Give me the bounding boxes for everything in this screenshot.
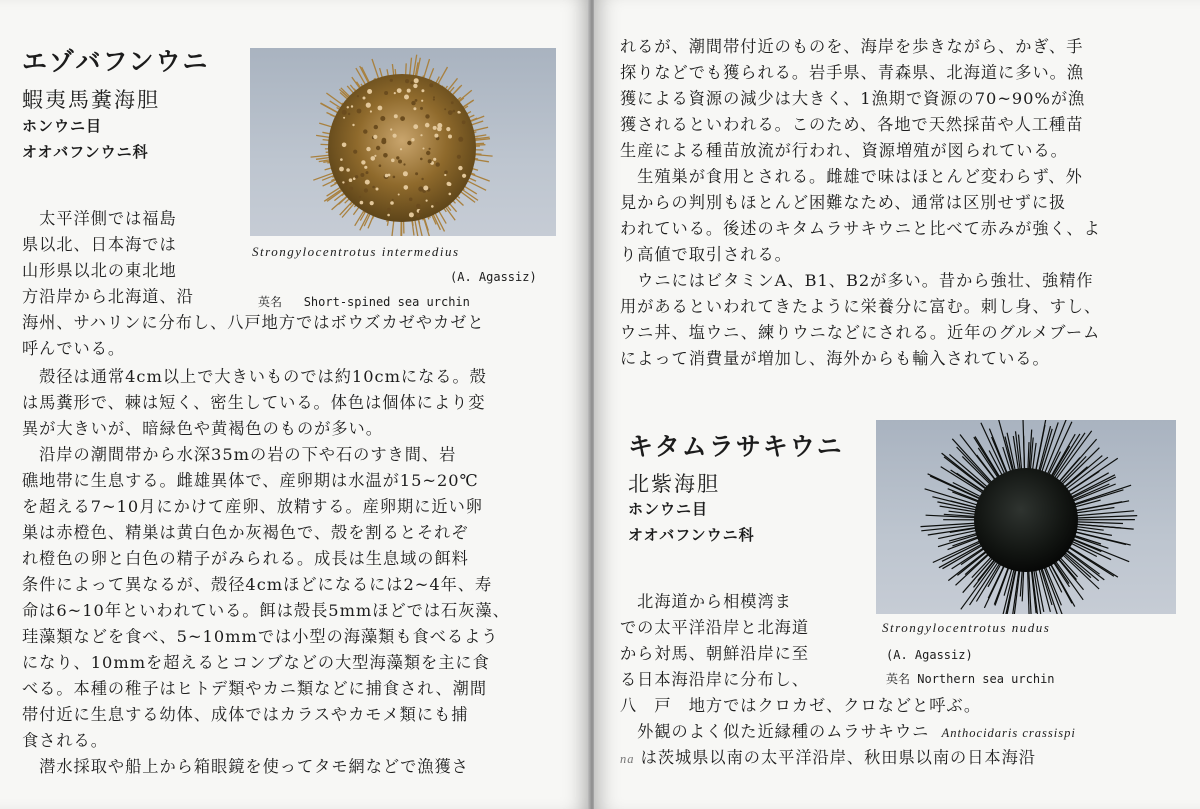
text-line: れるが、潮間帯付近のものを、海岸を歩きながら、かぎ、手 (620, 37, 1084, 56)
text-line: 帯付近に生息する幼体、成体ではカラスやカモメ類にも捕 (22, 705, 469, 724)
text-line: 珪藻類などを食べ、5~10mmでは小型の海藻類も食べるよう (22, 627, 499, 646)
text-line: 獲されるといわれる。このため、各地で天然採苗や人工種苗 (620, 115, 1084, 134)
english-name-row (258, 293, 470, 310)
english-label: 英名 (886, 672, 911, 686)
text-line: 異が大きいが、暗緑色や黄褐色のものが多い。 (22, 419, 383, 438)
family-label: オオバフンウニ科 (22, 143, 149, 161)
text-line: べる。本種の稚子はヒトデ類やカニ類などに捕食され、潮間 (22, 679, 488, 698)
text-line: ウニ丼、塩ウニ、練りウニなどにされる。近年のグルメブーム (620, 323, 1101, 342)
text-line: われている。後述のキタムラサキウニと比べて赤みが強く、よ (620, 219, 1101, 238)
text-line: 県以北、日本海では (22, 235, 177, 254)
text-line: は馬糞形で、棘は短く、密生している。体色は個体により変 (22, 393, 486, 412)
order-label: ホンウニ目 (22, 117, 103, 135)
sea-urchin-photo (250, 48, 556, 236)
inline-scientific-name-cont: na (620, 752, 635, 766)
sea-urchin-black-icon (876, 420, 1176, 614)
text-line: 命は6~10年といわれている。餌は殻長5mmほどでは石灰藻、 (22, 601, 510, 620)
text-line: 条件によって異なるが、殻径4cmほどになるには2~4年、寿 (22, 575, 493, 594)
text-line: 方沿岸から北海道、沿 (22, 287, 194, 306)
text-line: 食される。 (22, 731, 108, 750)
text-line: 用があるといわれてきたように栄養分に富む。刺し身、すし、 (620, 297, 1102, 316)
text-line: 礁地帯に生息する。雌雄異体で、産卵期は水温が15~20℃ (22, 471, 479, 490)
english-name: Northern sea urchin (917, 672, 1055, 686)
text-line: 潜水採取や船上から箱眼鏡を使ってタモ網などで漁獲さ (22, 757, 469, 776)
text-line: 北海道から相模湾ま (620, 592, 792, 611)
left-page (0, 0, 590, 809)
order-label: ホンウニ目 (628, 500, 709, 518)
right-page (594, 0, 1200, 809)
text-line: 太平洋側では福島 (22, 209, 177, 228)
text-line: から対馬、朝鮮沿岸に至 (620, 644, 810, 663)
scientific-name: Strongylocentrotus intermedius (252, 244, 460, 259)
text-line (620, 745, 1036, 772)
species-title: エゾバフンウニ (22, 47, 210, 76)
kanji-name: 北紫海胆 (628, 472, 720, 496)
family-label: オオバフンウニ科 (628, 526, 755, 544)
english-name-row (886, 670, 1055, 687)
text-line: 殻径は通常4cm以上で大きいものでは約10cmになる。殻 (22, 367, 487, 386)
sea-urchin-orange-icon (250, 48, 556, 236)
text-line: 沿岸の潮間帯から水深35mの岩の下や石のすき間、岩 (22, 445, 457, 464)
text-line: ウニにはビタミンA、B1、B2が多い。昔から強壮、強精作 (620, 271, 1094, 290)
species-title: キタムラサキウニ (628, 432, 844, 461)
text-line: 生産による種苗放流が行われ、資源増殖が図られている。 (620, 141, 1068, 160)
text-line: を超える7~10月にかけて産卵、放精する。産卵期に近い卵 (22, 497, 483, 516)
scientific-name: Strongylocentrotus nudus (882, 620, 1051, 635)
text-line: 海州、サハリンに分布し、八戸地方ではボウズカゼやカゼと (22, 313, 485, 332)
english-label: 英名 (258, 295, 283, 309)
text-line: 獲による資源の減少は大きく、1漁期で資源の70~90%が漁 (620, 89, 1086, 108)
text-line: 呼んでいる。 (22, 339, 126, 358)
text-segment: 外観のよく似た近縁種のムラサキウニ (620, 722, 930, 741)
text-line: 山形県以北の東北地 (22, 261, 177, 280)
text-line: 八 戸 地方ではクロカゼ、クロなどと呼ぶ。 (620, 696, 982, 715)
text-line: 見からの判別もほとんど困難なため、通常は区別せずに扱 (620, 193, 1067, 212)
text-line: 生殖巣が食用とされる。雌雄で味はほとんど変わらず、外 (620, 167, 1083, 186)
author-name: (A. Agassiz) (886, 648, 973, 662)
text-line: によって消費量が増加し、海外からも輸入されている。 (620, 349, 1050, 368)
text-segment: は茨城県以南の太平洋沿岸、秋田県以南の日本海沿 (640, 748, 1036, 767)
text-line: 巣は赤橙色、精巣は黄白色か灰褐色で、殻を割るとそれぞ (22, 523, 469, 542)
kanji-name: 蝦夷馬糞海胆 (22, 88, 160, 112)
english-name: Short-spined sea urchin (303, 295, 470, 309)
text-line: り高値で取引される。 (620, 245, 792, 264)
inline-scientific-name: Anthocidaris crassispi (941, 726, 1076, 740)
author-name: (A. Agassiz) (450, 270, 537, 284)
text-line: 探りなどでも獲られる。岩手県、青森県、北海道に多い。漁 (620, 63, 1085, 82)
text-line: での太平洋沿岸と北海道 (620, 618, 810, 637)
text-line (620, 719, 1076, 746)
text-line: れ橙色の卵と白色の精子がみられる。成長は生息域の餌料 (22, 549, 469, 568)
text-line: る日本海沿岸に分布し、 (620, 670, 810, 689)
sea-urchin-photo (876, 420, 1176, 614)
text-line: になり、10mmを超えるとコンブなどの大型海藻類を主に食 (22, 653, 490, 672)
